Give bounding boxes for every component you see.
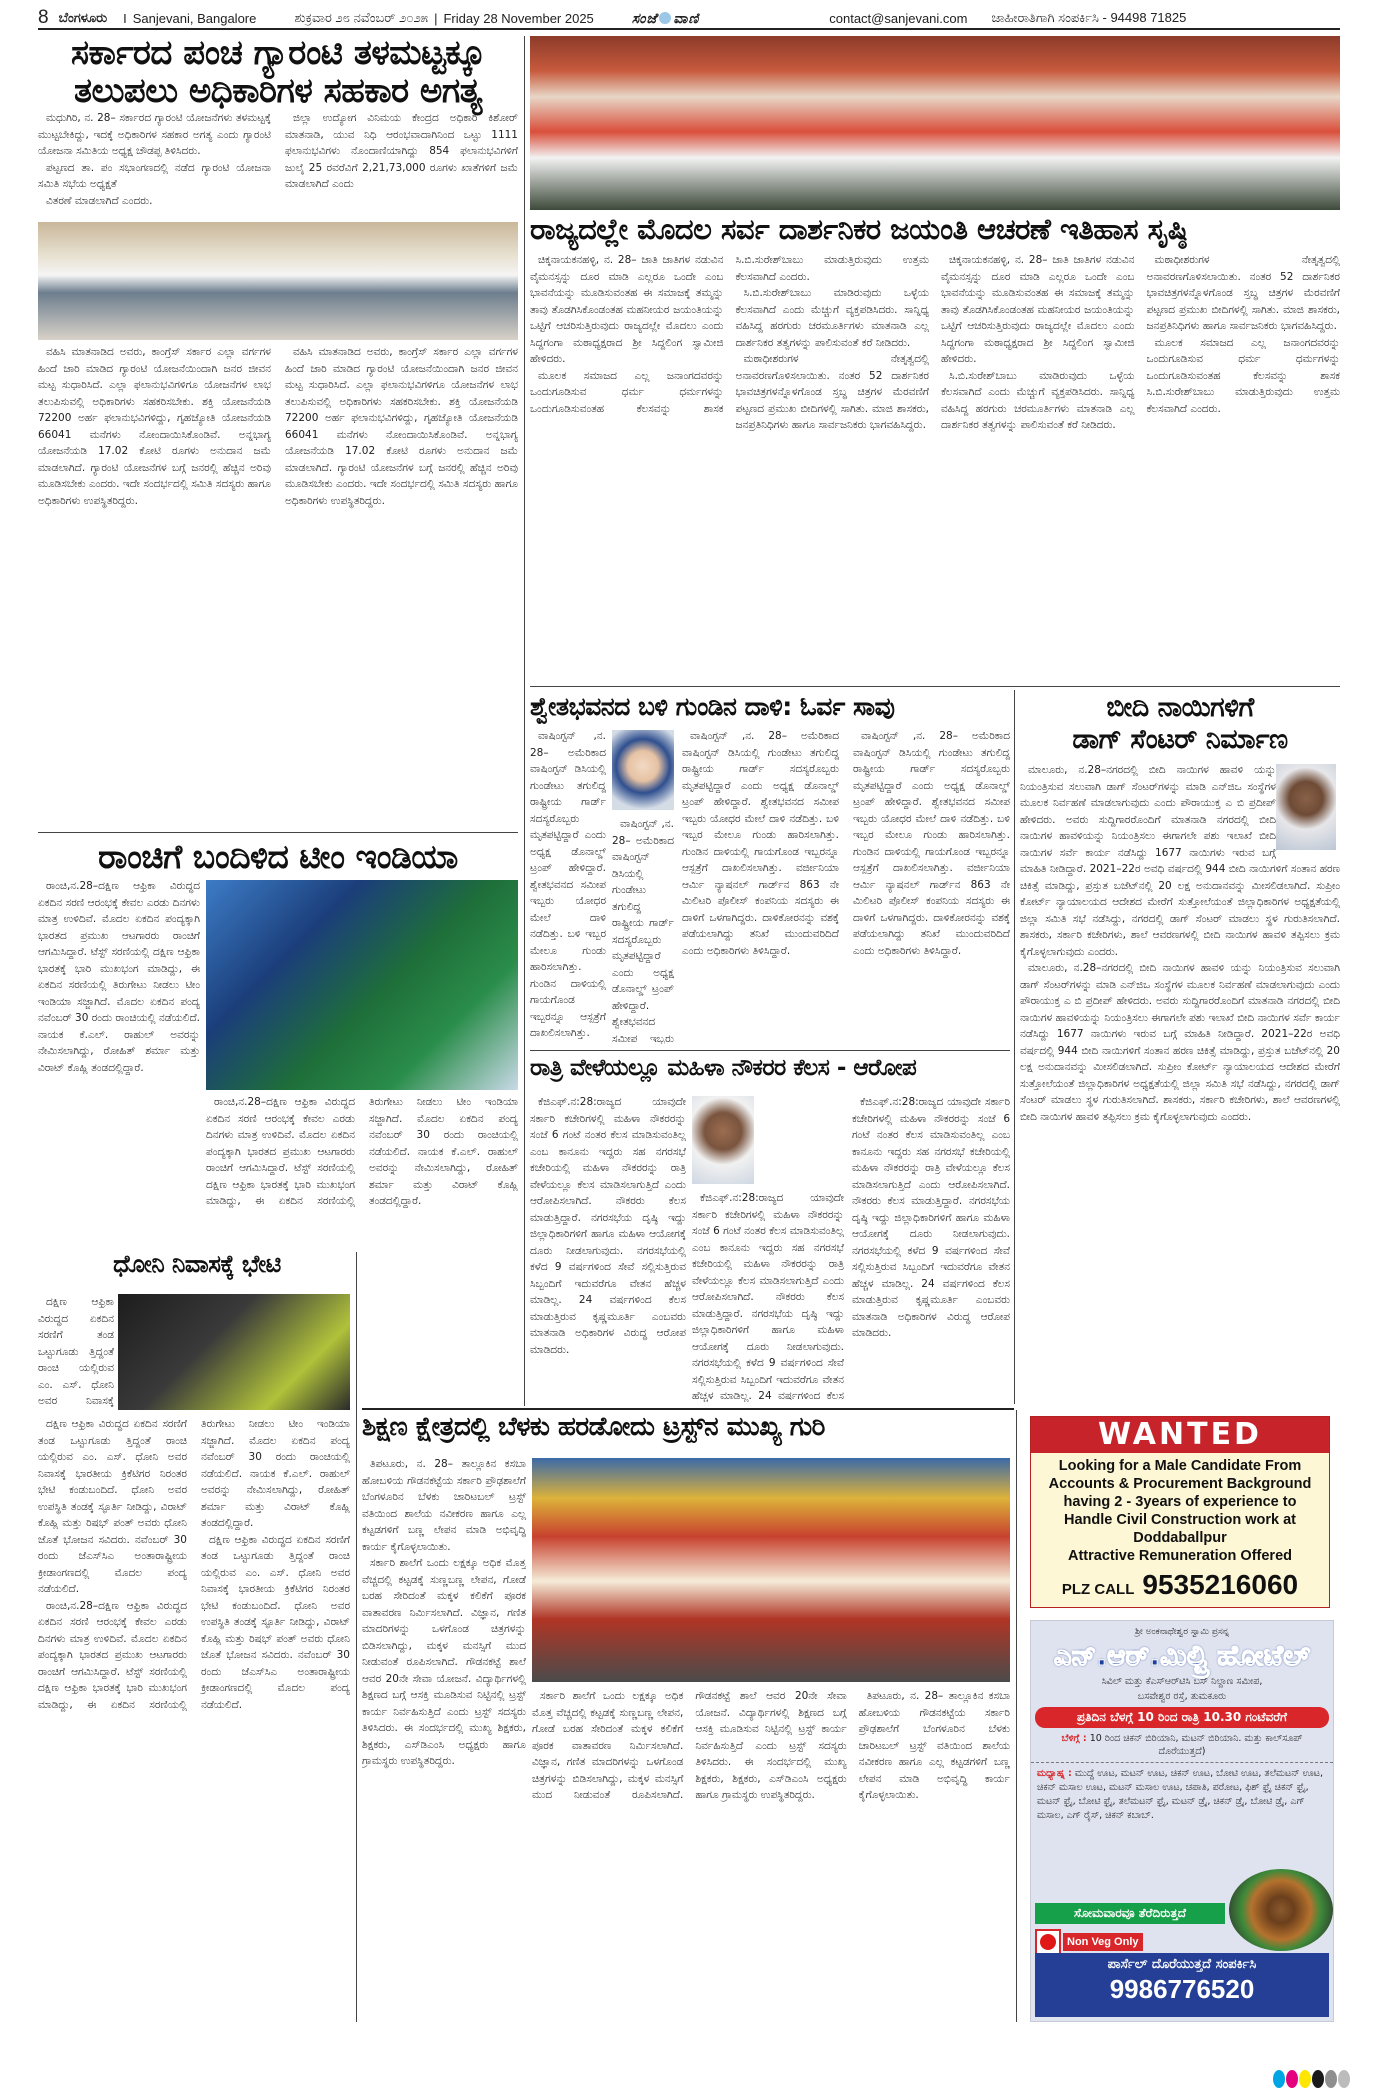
headline-women-staff: ರಾತ್ರಿ ವೇಳೆಯಲ್ಲೂ ಮಹಿಳಾ ನೌಕರರ ಕೆಲಸ - ಆರೋಪ	[530, 1055, 917, 1081]
wanted-ad-line: Attractive Remuneration Offered	[1068, 1548, 1292, 1564]
women-staff-body-col3	[852, 1094, 1010, 1402]
wanted-ad-line: Accounts & Procurement Background	[1048, 1476, 1312, 1492]
hotel-lunch-label: ಮಧ್ಯಾಹ್ನ :	[1037, 1768, 1072, 1779]
hotel-food-plate-photo	[1229, 1869, 1333, 1951]
paper-name: Sanjevani, Bangalore	[132, 10, 257, 26]
trust-body-p1: ಸರ್ಕಾರಿ ಶಾಲೆಗೆ ಒಂದು ಲಕ್ಷಕ್ಕೂ ಅಧಿಕ ಮೊತ್ತ ವೆಚ್ಚದಲ್ಲಿ ಕಟ್ಟಡಕ್ಕೆ ಸುಣ್ಣಬಣ್ಣ ಲೇಪನ, ಗೋಡೆ ಬರಹ ಸೇರಿದಂತೆ ಮಕ್ಕಳ ಕಲಿಕೆಗೆ ಪೂರಕ ವಾತಾವರಣ ನಿರ್ಮಿಸಲಾಗಿದೆ. ವಿಜ್ಞಾನ, ಗಣಿತ ಮಾದರಿಗಳನ್ನು ಒಳಗೊಂಡ ಚಿತ್ರಗಳನ್ನು ಬಿಡಿಸಲಾಗಿದ್ದು, ಮಕ್ಕಳ ಮನಸ್ಸಿಗೆ ಮುದ ನೀಡುವಂತೆ ರೂಪಿಸಲಾಗಿದೆ. ಗೌಡನಕಟ್ಟೆ ಶಾಲೆ ಆವರ 20ನೇ ಸೇವಾ ಯೋಜನೆ. ವಿದ್ಯಾರ್ಥಿಗಳಲ್ಲಿ ಶಿಕ್ಷಣದ ಬಗ್ಗೆ ಆಸಕ್ತಿ ಮೂಡಿಸುವ ನಿಟ್ಟಿನಲ್ಲಿ ಟ್ರಸ್ಟ್ ಕಾರ್ಯ ನಿರ್ವಹಿಸುತ್ತಿದೆ ಎಂದು ಟ್ರಸ್ಟ್ ಸದಸ್ಯರು ತಿಳಿಸಿದರು. ಈ ಸಂದರ್ಭದಲ್ಲಿ ಮುಖ್ಯ ಶಿಕ್ಷಕರು, ಶಿಕ್ಷಕರು, ಎಸ್‌ಡಿಎಂಸಿ ಅಧ್ಯಕ್ಷರು ಹಾಗೂ ಗ್ರಾಮಸ್ಥರು ಉಪಸ್ಥಿತರಿದ್ದರು.	[362, 1557, 526, 1767]
hotel-timing-banner: ಪ್ರತಿದಿನ ಬೆಳಗ್ಗೆ 10 ರಿಂದ ರಾತ್ರಿ 10.30 ಗಂಟೆವರೆಗೆ	[1035, 1707, 1329, 1728]
registration-dot	[1312, 2070, 1324, 2088]
hotel-morning-label: ಬೆಳಿಗ್ಗೆ :	[1061, 1733, 1087, 1744]
hotel-lunch-text: ಮುದ್ದೆ ಊಟ, ಮಟನ್ ಊಟ, ಚಿಕನ್ ಊಟ, ಬೋಟಿ ಊಟ, ತಲೆಮಟನ್ ಊಟ, ಚಿಕನ್ ಮಸಾಲ ಊಟ, ಮಟನ್ ಮಸಾಲ ಊಟ, ಚಪಾತಿ, ಪರೋಟ, ಫಿಶ್ ಫ್ರೈ ಚಿಕನ್ ಫ್ರೈ, ಮಟನ್ ಫ್ರೈ, ಬೋಟಿ ಫ್ರೈ, ತಲೆಮಟನ್ ಫ್ರೈ, ಮಟನ್ ಡ್ರೈ, ಚಿಕನ್ ಡ್ರೈ, ಬೋಟಿ ಡ್ರೈ, ಎಗ್ ಮಸಾಲ, ಎಗ್ ರೈಸ್, ಚಿಕನ್ ಕಬಾಬ್.	[1037, 1768, 1323, 1821]
whitehouse-p3: ವಾಷಿಂಗ್ಟನ್ ,ನ. 28– ಅಮೆರಿಕಾದ ವಾಷಿಂಗ್ಟನ್ ಡಿಸಿಯಲ್ಲಿ ಗುಂಡೇಟು ತಗುಲಿದ್ದ ರಾಷ್ಟ್ರೀಯ ಗಾರ್ಡ್ ಸದಸ್ಯರೊಬ್ಬರು ಮೃತಪಟ್ಟಿದ್ದಾರೆ ಎಂದು ಅಧ್ಯಕ್ಷ ಡೊನಾಲ್ಡ್ ಟ್ರಂಪ್ ಹೇಳಿದ್ದಾರೆ. ಶ್ವೇತಭವನದ ಸಮೀಪ ಇಬ್ಬರು ಯೋಧರ ಮೇಲೆ ದಾಳಿ ನಡೆದಿತ್ತು. ಬಳಿ ಇಬ್ಬರ ಮೇಲೂ ಗುಂಡು ಹಾರಿಸಲಾಗಿತ್ತು. ಗುಂಡಿನ ದಾಳಿಯಲ್ಲಿ ಗಾಯಗೊಂಡ ಇಬ್ಬರನ್ನೂ ಆಸ್ಪತ್ರೆಗೆ ದಾಖಲಿಸಲಾಗಿತ್ತು. ವರ್ಜೀನಿಯಾ ಆರ್ಮಿ ನ್ಯಾಷನಲ್ ಗಾರ್ಡ್‌ನ 863 ನೇ ಮಿಲಿಟರಿ ಪೊಲೀಸ್ ಕಂಪನಿಯ ಸದಸ್ಯರು ಈ ದಾಳಿಗೆ ಒಳಗಾಗಿದ್ದರು. ದಾಳಿಕೋರನನ್ನು ವಶಕ್ಕೆ ಪಡೆಯಲಾಗಿದ್ದು ತನಿಖೆ ಮುಂದುವರಿದಿದೆ ಎಂದು ಅಧಿಕಾರಿಗಳು ತಿಳಿಸಿದ್ದಾರೆ.	[682, 730, 839, 957]
hotel-address-line2: ಬಸವೇಶ್ವರ ರಸ್ತೆ, ತುಮಕೂರು	[1137, 1691, 1227, 1702]
dhoni-visit-photo	[118, 1294, 350, 1410]
logo-globe-icon	[659, 12, 671, 24]
trust-lead-p: ತಿಪಟೂರು, ನ. 28– ತಾಲ್ಲೂಕಿನ ಕಸಬಾ ಹೋಬಳಿಯ ಗೌಡನಕಟ್ಟೆಯ ಸರ್ಕಾರಿ ಪ್ರೌಢಶಾಲೆಗೆ ಬೆಂಗಳೂರಿನ ಬೆಳಕು ಚಾರಿಟಬಲ್ ಟ್ರಸ್ಟ್ ವತಿಯಿಂದ ಶಾಲೆಯ ನವೀಕರಣ ಹಾಗೂ ಎಲ್ಲ ಕಟ್ಟಡಗಳಿಗೆ ಬಣ್ಣ ಲೇಪನ ಮಾಡಿ ಅಭಿವೃದ್ಧಿ ಕಾರ್ಯ ಕೈಗೊಳ್ಳಲಾಯಿತು.	[362, 1458, 526, 1553]
non-veg-badge	[1035, 1929, 1143, 1955]
trust-lead-text	[362, 1456, 526, 2022]
wanted-ad-line: Doddaballpur	[1133, 1530, 1227, 1546]
non-veg-dot-icon	[1035, 1929, 1061, 1955]
article-guarantee	[38, 33, 518, 111]
whitehouse-trump-photo	[612, 730, 674, 810]
contact-email[interactable]: contact@sanjevani.com	[829, 10, 968, 26]
header-separator: I	[123, 10, 127, 26]
dhoni-p1: ದಕ್ಷಿಣ ಆಫ್ರಿಕಾ ವಿರುದ್ಧದ ಏಕದಿನ ಸರಣಿಗೆ ತಂಡ ಒಟ್ಟುಗೂಡು ತ್ತಿದ್ದಂತೆ ರಾಂಚಿ ಯಲ್ಲಿರುವ ಎಂ. ಎಸ್. ಧೋನಿ ಅವರ ನಿವಾಸಕ್ಕೆ	[38, 1296, 114, 1407]
hotel-blessing: ಶ್ರೀ ಅಂಕನಾಥೇಶ್ವರ ಸ್ವಾಮಿ ಪ್ರಸನ್ನ	[1134, 1627, 1230, 1637]
guarantee-col2-p2: ಜಿಲ್ಲಾ ಉದ್ಯೋಗ ವಿನಿಮಯ ಕೇಂದ್ರದ ಅಧಿಕಾರಿ ಕಿಶೋರ್ ಮಾತನಾಡಿ, ಯುವ ನಿಧಿ ಆರಂಭವಾದಾಗಿನಿಂದ ಒಟ್ಟು 1111 ಫಲಾನುಭವಿಗಳು ನೊಂದಾಣಿಯಾಗಿದ್ದು 854 ಫಲಾನುಭವಿಗಳಿಗೆ ಜುಲೈ 25 ರವರೆವಿಗೆ 2,21,73,000 ರೂಗಳು ಖಾತೆಗಳಿಗೆ ಜಮೆ ಮಾಡಲಾಗಿದೆ ಎಂದು	[285, 112, 518, 190]
article-dogcenter	[1020, 694, 1340, 755]
headline-jayanti: ರಾಜ್ಯದಲ್ಲೇ ಮೊದಲ ಸರ್ವ ದಾರ್ಶನಿಕರ ಜಯಂತಿ ಆಚರಣೆ ಇತಿಹಾಸ ಸೃಷ್ಠಿ	[530, 212, 1187, 246]
dhoni-body-text	[38, 1416, 350, 2016]
teamindia-p2: ರಾಂಚಿ,ನ.28–ದಕ್ಷಿಣ ಆಫ್ರಿಕಾ ವಿರುದ್ಧದ ಏಕದಿನ ಸರಣಿ ಆರಂಭಕ್ಕೆ ಕೇವಲ ಎರಡು ದಿನಗಳು ಮಾತ್ರ ಉಳಿದಿವೆ. ಮೊದಲ ಏಕದಿನ ಪಂದ್ಯಕ್ಕಾಗಿ ಭಾರತದ ಪ್ರಮುಖ ಆಟಗಾರರು ರಾಂಚಿಗೆ ಆಗಮಿಸಿದ್ದಾರೆ. ಟೆಸ್ಟ್ ಸರಣಿಯಲ್ಲಿ ದಕ್ಷಿಣ ಆಫ್ರಿಕಾ ಭಾರತಕ್ಕೆ ಭಾರಿ ಮುಖಭಂಗ ಮಾಡಿದ್ದು, ಈ ಏಕದಿನ ಸರಣಿಯಲ್ಲಿ ತಿರುಗೇಟು ನೀಡಲು ಟೀಂ ಇಂಡಿಯಾ ಸಜ್ಜಾಗಿದೆ. ಮೊದಲ ಏಕದಿನ ಪಂದ್ಯ ನವೆಂಬರ್ 30 ರಂದು ರಾಂಚಿಯಲ್ಲಿ ನಡೆಯಲಿದೆ. ನಾಯಕ ಕೆ.ಎಲ್. ರಾಹುಲ್ ಅವರನ್ನು ನೇಮಿಸಲಾಗಿದ್ದು, ರೋಹಿತ್ ಶರ್ಮಾ ಮತ್ತು ವಿರಾಟ್ ಕೊಹ್ಲಿ ತಂಡದಲ್ಲಿದ್ದಾರೆ.	[206, 1096, 518, 1207]
wanted-ad-line: Handle Civil Construction work at	[1063, 1512, 1297, 1528]
column-divider	[1014, 690, 1015, 1404]
whitehouse-p4: ವಾಷಿಂಗ್ಟನ್ ,ನ. 28– ಅಮೆರಿಕಾದ ವಾಷಿಂಗ್ಟನ್ ಡಿಸಿಯಲ್ಲಿ ಗುಂಡೇಟು ತಗುಲಿದ್ದ ರಾಷ್ಟ್ರೀಯ ಗಾರ್ಡ್ ಸದಸ್ಯರೊಬ್ಬರು ಮೃತಪಟ್ಟಿದ್ದಾರೆ ಎಂದು ಅಧ್ಯಕ್ಷ ಡೊನಾಲ್ಡ್ ಟ್ರಂಪ್ ಹೇಳಿದ್ದಾರೆ. ಶ್ವೇತಭವನದ ಸಮೀಪ ಇಬ್ಬರು ಯೋಧರ ಮೇಲೆ ದಾಳಿ ನಡೆದಿತ್ತು. ಬಳಿ ಇಬ್ಬರ ಮೇಲೂ ಗುಂಡು ಹಾರಿಸಲಾಗಿತ್ತು. ಗುಂಡಿನ ದಾಳಿಯಲ್ಲಿ ಗಾಯಗೊಂಡ ಇಬ್ಬರನ್ನೂ ಆಸ್ಪತ್ರೆಗೆ ದಾಖಲಿಸಲಾಗಿತ್ತು. ವರ್ಜೀನಿಯಾ ಆರ್ಮಿ ನ್ಯಾಷನಲ್ ಗಾರ್ಡ್‌ನ 863 ನೇ ಮಿಲಿಟರಿ ಪೊಲೀಸ್ ಕಂಪನಿಯ ಸದಸ್ಯರು ಈ ದಾಳಿಗೆ ಒಳಗಾಗಿದ್ದರು. ದಾಳಿಕೋರನನ್ನು ವಶಕ್ಕೆ ಪಡೆಯಲಾಗಿದ್ದು ತನಿಖೆ ಮುಂದುವರಿದಿದೆ ಎಂದು ಅಧಿಕಾರಿಗಳು ತಿಳಿಸಿದ್ದಾರೆ.	[853, 730, 1010, 957]
registration-dot	[1299, 2070, 1311, 2088]
date-kannada: ಶುಕ್ರವಾರ ೨೮ ನವೆಂಬರ್ ೨೦೨೫	[294, 10, 429, 25]
hotel-open-monday-badge: ಸೋಮವಾರವೂ ತೆರೆದಿರುತ್ತದೆ	[1035, 1903, 1225, 1924]
guarantee-col2-p1: ವಿತರಣೆ ಮಾಡಲಾಗಿದೆ ಎಂದರು.	[46, 194, 153, 207]
women-staff-p1: ಕೆಜಿಎಫ್.ನ:28:ರಾಜ್ಯದ ಯಾವುದೇ ಸರ್ಕಾರಿ ಕಚೇರಿಗಳಲ್ಲಿ ಮಹಿಳಾ ನೌಕರರನ್ನು ಸಂಜೆ 6 ಗಂಟೆ ನಂತರ ಕೆಲಸ ಮಾಡಿಸುವಂತಿಲ್ಲ ಎಂಬ ಕಾನೂನು ಇದ್ದರು ಸಹ ನಗರಸಭೆ ಕಚೇರಿಯಲ್ಲಿ ಮಹಿಳಾ ನೌಕರರನ್ನು ರಾತ್ರಿ ವೇಳೆಯಲ್ಲೂ ಕೆಲಸ ಮಾಡಿಸಲಾಗುತ್ತಿದೆ ಎಂದು ಆರೋಪಿಸಲಾಗಿದೆ. ನೌಕರರು ಕೆಲಸ ಮಾಡುತ್ತಿದ್ದಾರೆ. ನಗರಸಭೆಯ ದೃಷ್ಠಿ ಇದ್ದು ಜಿಲ್ಲಾಧಿಕಾರಿಗಳಿಗೆ ಹಾಗೂ ಮಹಿಳಾ ಆಯೋಗಕ್ಕೆ ದೂರು ನೀಡಲಾಗುವುದು. ನಗರಸಭೆಯಲ್ಲಿ ಕಳೆದ 9 ವರ್ಷಗಳಿಂದ ಸೇವೆ ಸಲ್ಲಿಸುತ್ತಿರುವ ಸಿಬ್ಬಂದಿಗೆ ಇದುವರೆಗೂ ವೇತನ ಹೆಚ್ಚಳ ಮಾಡಿಲ್ಲ. 24 ವರ್ಷಗಳಿಂದ ಕೆಲಸ ಮಾಡುತ್ತಿರುವ ಕೃಷ್ಣಮೂರ್ತಿ ಎಂಬವರು ಮಾತನಾಡಿ ಅಧಿಕಾರಿಗಳ ವಿರುದ್ಧ ಆರೋಪ ಮಾಡಿದರು.	[530, 1096, 686, 1356]
guarantee-lead-p1: ಮಧುಗಿರಿ, ನ. 28– ಸರ್ಕಾರದ ಗ್ಯಾರಂಟಿ ಯೋಜನೆಗಳು ತಳಮಟ್ಟಕ್ಕೆ ಮುಟ್ಟಬೇಕಿದ್ದು, ಇದಕ್ಕೆ ಅಧಿಕಾರಿಗಳ ಸಹಕಾರ ಅಗತ್ಯ ಎಂದು ಗ್ಯಾರಂಟಿ ಯೋಜನಾ ಸಮಿತಿಯ ಅಧ್ಯಕ್ಷ ಚೌಡಪ್ಪ ತಿಳಿಸಿದರು.	[38, 112, 271, 157]
page-header	[38, 8, 1340, 30]
jayanti-p6: ಸಿ.ಬಿ.ಸುರೇಶ್‌ಬಾಬು ಮಾಡಿರುವುದು ಒಳ್ಳೆಯ ಕೆಲಸವಾಗಿದೆ ಎಂದು ಮೆಚ್ಚುಗೆ ವ್ಯಕ್ತಪಡಿಸಿದರು. ಸಾನ್ನಿಧ್ಯ ವಹಿಸಿದ್ದ ಹರಗುರು ಚರಮೂರ್ತಿಗಳು ಮಾತನಾಡಿ ಎಲ್ಲ ದಾರ್ಶನಿಕರ ತತ್ವಗಳನ್ನು ಪಾಲಿಸುವಂತೆ ಕರೆ ನೀಡಿದರು.	[941, 369, 1135, 431]
divider	[362, 1408, 1014, 1410]
headline-teamindia: ರಾಂಚಿಗೆ ಬಂದಿಳಿದ ಟೀಂ ಇಂಡಿಯಾ	[98, 837, 458, 876]
date-english: Friday 28 November 2025	[443, 10, 594, 26]
logo-right-text: ವಾಣಿ	[673, 9, 700, 26]
teamindia-p1: ರಾಂಚಿ,ನ.28–ದಕ್ಷಿಣ ಆಫ್ರಿಕಾ ವಿರುದ್ಧದ ಏಕದಿನ ಸರಣಿ ಆರಂಭಕ್ಕೆ ಕೇವಲ ಎರಡು ದಿನಗಳು ಮಾತ್ರ ಉಳಿದಿವೆ. ಮೊದಲ ಏಕದಿನ ಪಂದ್ಯಕ್ಕಾಗಿ ಭಾರತದ ಪ್ರಮುಖ ಆಟಗಾರರು ರಾಂಚಿಗೆ ಆಗಮಿಸಿದ್ದಾರೆ. ಟೆಸ್ಟ್ ಸರಣಿಯಲ್ಲಿ ದಕ್ಷಿಣ ಆಫ್ರಿಕಾ ಭಾರತಕ್ಕೆ ಭಾರಿ ಮುಖಭಂಗ ಮಾಡಿದ್ದು, ಈ ಏಕದಿನ ಸರಣಿಯಲ್ಲಿ ತಿರುಗೇಟು ನೀಡಲು ಟೀಂ ಇಂಡಿಯಾ ಸಜ್ಜಾಗಿದೆ. ಮೊದಲ ಏಕದಿನ ಪಂದ್ಯ ನವೆಂಬರ್ 30 ರಂದು ರಾಂಚಿಯಲ್ಲಿ ನಡೆಯಲಿದೆ. ನಾಯಕ ಕೆ.ಎಲ್. ರಾಹುಲ್ ಅವರನ್ನು ನೇಮಿಸಲಾಗಿದ್ದು, ರೋಹಿತ್ ಶರ್ಮಾ ಮತ್ತು ವಿರಾಟ್ ಕೊಹ್ಲಿ ತಂಡದಲ್ಲಿದ್ದಾರೆ.	[38, 880, 200, 1074]
trust-body-text	[532, 1688, 1010, 2022]
whitehouse-p1: ವಾಷಿಂಗ್ಟನ್ ,ನ. 28– ಅಮೆರಿಕಾದ ವಾಷಿಂಗ್ಟನ್ ಡಿಸಿಯಲ್ಲಿ ಗುಂಡೇಟು ತಗುಲಿದ್ದ ರಾಷ್ಟ್ರೀಯ ಗಾರ್ಡ್ ಸದಸ್ಯರೊಬ್ಬರು ಮೃತಪಟ್ಟಿದ್ದಾರೆ ಎಂದು ಅಧ್ಯಕ್ಷ ಡೊನಾಲ್ಡ್ ಟ್ರಂಪ್ ಹೇಳಿದ್ದಾರೆ. ಶ್ವೇತಭವನದ ಸಮೀಪ ಇಬ್ಬರು ಯೋಧರ ಮೇಲೆ ದಾಳಿ ನಡೆದಿತ್ತು. ಬಳಿ ಇಬ್ಬರ ಮೇಲೂ ಗುಂಡು ಹಾರಿಸಲಾಗಿತ್ತು. ಗುಂಡಿನ ದಾಳಿಯಲ್ಲಿ ಗಾಯಗೊಂಡ ಇಬ್ಬರನ್ನೂ ಆಸ್ಪತ್ರೆಗೆ ದಾಖಲಿಸಲಾಗಿತ್ತು.	[530, 730, 606, 1039]
color-registration-marks	[1273, 2070, 1350, 2088]
jayanti-p7: ಮಠಾಧೀಶರುಗಳ ನೇತೃತ್ವದಲ್ಲಿ ಅನಾವರಣಗೊಳಿಸಲಾಯಿತು. ನಂತರ 52 ದಾರ್ಶನಿಕರ ಭಾವಚಿತ್ರಗಳನ್ನೊಳಗೊಂಡ ಸ್ತಬ್ಧ ಚಿತ್ರಗಳ ಮೆರವಣಿಗೆ ಪಟ್ಟಣದ ಪ್ರಮುಖ ಬೀದಿಗಳಲ್ಲಿ ಸಾಗಿತು. ಮಾಜಿ ಶಾಸಕರು, ಜನಪ್ರತಿನಿಧಿಗಳು ಹಾಗೂ ಸಾರ್ವಜನಿಕರು ಭಾಗವಹಿಸಿದ್ದರು.	[1146, 254, 1340, 332]
teamindia-body-text-narrow	[38, 878, 200, 1248]
women-staff-p2: ಕೆಜಿಎಫ್.ನ:28:ರಾಜ್ಯದ ಯಾವುದೇ ಸರ್ಕಾರಿ ಕಚೇರಿಗಳಲ್ಲಿ ಮಹಿಳಾ ನೌಕರರನ್ನು ಸಂಜೆ 6 ಗಂಟೆ ನಂತರ ಕೆಲಸ ಮಾಡಿಸುವಂತಿಲ್ಲ ಎಂಬ ಕಾನೂನು ಇದ್ದರು ಸಹ ನಗರಸಭೆ ಕಚೇರಿಯಲ್ಲಿ ಮಹಿಳಾ ನೌಕರರನ್ನು ರಾತ್ರಿ ವೇಳೆಯಲ್ಲೂ ಕೆಲಸ ಮಾಡಿಸಲಾಗುತ್ತಿದೆ ಎಂದು ಆರೋಪಿಸಲಾಗಿದೆ. ನೌಕರರು ಕೆಲಸ ಮಾಡುತ್ತಿದ್ದಾರೆ. ನಗರಸಭೆಯ ದೃಷ್ಠಿ ಇದ್ದು ಜಿಲ್ಲಾಧಿಕಾರಿಗಳಿಗೆ ಹಾಗೂ ಮಹಿಳಾ ಆಯೋಗಕ್ಕೆ ದೂರು ನೀಡಲಾಗುವುದು. ನಗರಸಭೆಯಲ್ಲಿ ಕಳೆದ 9 ವರ್ಷಗಳಿಂದ ಸೇವೆ ಸಲ್ಲಿಸುತ್ತಿರುವ ಸಿಬ್ಬಂದಿಗೆ ಇದುವರೆಗೂ ವೇತನ ಹೆಚ್ಚಳ ಮಾಡಿಲ್ಲ. 24 ವರ್ಷಗಳಿಂದ ಕೆಲಸ	[692, 1192, 844, 1402]
divider	[38, 832, 518, 833]
whitehouse-p2: ವಾಷಿಂಗ್ಟನ್ ,ನ. 28– ಅಮೆರಿಕಾದ ವಾಷಿಂಗ್ಟನ್ ಡಿಸಿಯಲ್ಲಿ ಗುಂಡೇಟು ತಗುಲಿದ್ದ ರಾಷ್ಟ್ರೀಯ ಗಾರ್ಡ್ ಸದಸ್ಯರೊಬ್ಬರು ಮೃತಪಟ್ಟಿದ್ದಾರೆ ಎಂದು ಅಧ್ಯಕ್ಷ ಡೊನಾಲ್ಡ್ ಟ್ರಂಪ್ ಹೇಳಿದ್ದಾರೆ. ಶ್ವೇತಭವನದ ಸಮೀಪ ಇಬ್ಬರು	[612, 818, 674, 1044]
guarantee-meeting-photo	[38, 222, 518, 340]
trust-body-p2: ಸರ್ಕಾರಿ ಶಾಲೆಗೆ ಒಂದು ಲಕ್ಷಕ್ಕೂ ಅಧಿಕ ಮೊತ್ತ ವೆಚ್ಚದಲ್ಲಿ ಕಟ್ಟಡಕ್ಕೆ ಸುಣ್ಣಬಣ್ಣ ಲೇಪನ, ಗೋಡೆ ಬರಹ ಸೇರಿದಂತೆ ಮಕ್ಕಳ ಕಲಿಕೆಗೆ ಪೂರಕ ವಾತಾವರಣ ನಿರ್ಮಿಸಲಾಗಿದೆ. ವಿಜ್ಞಾನ, ಗಣಿತ ಮಾದರಿಗಳನ್ನು ಒಳಗೊಂಡ ಚಿತ್ರಗಳನ್ನು ಬಿಡಿಸಲಾಗಿದ್ದು, ಮಕ್ಕಳ ಮನಸ್ಸಿಗೆ ಮುದ ನೀಡುವಂತೆ ರೂಪಿಸಲಾಗಿದೆ. ಗೌಡನಕಟ್ಟೆ ಶಾಲೆ ಆವರ 20ನೇ ಸೇವಾ ಯೋಜನೆ. ವಿದ್ಯಾರ್ಥಿಗಳಲ್ಲಿ ಶಿಕ್ಷಣದ ಬಗ್ಗೆ ಆಸಕ್ತಿ ಮೂಡಿಸುವ ನಿಟ್ಟಿನಲ್ಲಿ ಟ್ರಸ್ಟ್ ಕಾರ್ಯ ನಿರ್ವಹಿಸುತ್ತಿದೆ ಎಂದು ಟ್ರಸ್ಟ್ ಸದಸ್ಯರು ತಿಳಿಸಿದರು. ಈ ಸಂದರ್ಭದಲ್ಲಿ ಮುಖ್ಯ ಶಿಕ್ಷಕರು, ಶಿಕ್ಷಕರು, ಎಸ್‌ಡಿಎಂಸಿ ಅಧ್ಯಕ್ಷರು ಹಾಗೂ ಗ್ರಾಮಸ್ಥರು ಉಪಸ್ಥಿತರಿದ್ದರು.	[532, 1690, 847, 1801]
hotel-morning-menu	[1031, 1728, 1333, 1763]
wanted-ad-call	[1031, 1569, 1329, 1601]
jayanti-body-text	[530, 252, 1340, 680]
women-staff-body-col1	[530, 1094, 686, 1402]
guarantee-body-p: ವಹಿಸಿ ಮಾತನಾಡಿದ ಅವರು, ಕಾಂಗ್ರೆಸ್ ಸರ್ಕಾರ ಎಲ್ಲಾ ವರ್ಗಗಳ ಹಿಂದೆ ಜಾರಿ ಮಾಡಿದ ಗ್ಯಾರಂಟಿ ಯೋಜನೆಯಿಂದಾಗಿ ಜನರ ಜೀವನ ಮಟ್ಟ ಸುಧಾರಿಸಿದೆ. ಎಲ್ಲಾ ಫಲಾನುಭವಿಗಳಿಗೂ ಯೋಜನೆಗಳ ಲಾಭ ತಲುಪಿಸುವಲ್ಲಿ ಅಧಿಕಾರಿಗಳು ಸಹಕರಿಸಬೇಕು. ಶಕ್ತಿ ಯೋಜನೆಯಡಿ 72200 ಅರ್ಹ ಫಲಾನುಭವಿಗಳಿದ್ದು, ಗೃಹಜ್ಯೋತಿ ಯೋಜನೆಯಡಿ 66041 ಮನೆಗಳು ನೋಂದಾಯಿಸಿಕೊಂಡಿವೆ. ಅನ್ನಭಾಗ್ಯ ಯೋಜನೆಯಡಿ 17.02 ಕೋಟಿ ರೂಗಳು ಅನುದಾನ ಜಮೆ ಮಾಡಲಾಗಿದೆ. ಗ್ಯಾರಂಟಿ ಯೋಜನೆಗಳ ಬಗ್ಗೆ ಜನರಲ್ಲಿ ಹೆಚ್ಚಿನ ಅರಿವು ಮೂಡಿಸಬೇಕು ಎಂದರು. ಇದೇ ಸಂದರ್ಭದಲ್ಲಿ ಸಮಿತಿ ಸದಸ್ಯರು ಹಾಗೂ ಅಧಿಕಾರಿಗಳು ಉಪಸ್ಥಿತರಿದ್ದರು.	[38, 346, 271, 507]
women-staff-official-photo	[692, 1096, 754, 1184]
headline-guarantee-line2: ತಲುಪಲು ಅಧಿಕಾರಿಗಳ ಸಹಕಾರ ಅಗತ್ಯ	[74, 70, 482, 111]
whitehouse-body-col1	[530, 728, 606, 1044]
dogcenter-p2: ಮಾಲೂರು, ನ.28–ನಗರದಲ್ಲಿ ಬೀದಿ ನಾಯಿಗಳ ಹಾವಳಿ ಯನ್ನು ನಿಯಂತ್ರಿಸುವ ಸಲುವಾಗಿ ಡಾಗ್ ಸೆಂಟರ್‌ಗಳನ್ನು ಮಾಡಿ ಎನ್‌ಜಿಒ ಸಂಸ್ಥೆಗಳ ಮೂಲಕ ನಿರ್ವಹಣೆ ಮಾಡಲಾಗುವುದು ಎಂದು ಪೌರಾಯುಕ್ತ ಎ ಬಿ ಪ್ರದೀಪ್ ಹೇಳಿದರು. ಅವರು ಸುದ್ದಿಗಾರರೊಂದಿಗೆ ಮಾತನಾಡಿ ನಗರದಲ್ಲಿ ಬೀದಿ ನಾಯಿಗಳ ಹಾವಳಿಯನ್ನು ನಿಯಂತ್ರಿಸಲು ಈಗಾಗಲೇ ಪಶು ಇಲಾಖೆ ಬೀದಿ ನಾಯಿಗಳ ಸರ್ವೆ ಕಾರ್ಯ ನಡೆಸಿದ್ದು 1677 ನಾಯಿಗಳು ಇರುವ ಬಗ್ಗೆ ಮಾಹಿತಿ ನೀಡಿದ್ದಾರೆ. 2021–22ರ ಅವಧಿ ವರ್ಷದಲ್ಲಿ 944 ಬೀದಿ ನಾಯಿಗಳಿಗೆ ಸಂತಾನ ಹರಣ ಚಿಕಿತ್ಸೆ ಮಾಡಿದ್ದು, ಪ್ರಸ್ತುತ ಬಜೆಟ್‌ನಲ್ಲಿ 20 ಲಕ್ಷ ಅನುದಾನವನ್ನು ಮೀಸಲಿಡಲಾಗಿದೆ. ಸುಪ್ರೀಂ ಕೋರ್ಟ್ ನ್ಯಾಯಾಲಯದ ಆದೇಶದ ಮೇರೆಗೆ ಸುತ್ತೋಲೆಯಂತೆ ಜಿಲ್ಲಾಧಿಕಾರಿಗಳ ಅಧ್ಯಕ್ಷತೆಯಲ್ಲಿ ಜಿಲ್ಲಾ ಸಮಿತಿ ಸಭೆ ನಡೆಸಿದ್ದು, ನಗರದಲ್ಲಿ ಡಾಗ್ ಸೆಂಟರ್ ಮಾಡಲು ಸ್ಥಳ ಗುರುತಿಸಲಾಗಿದೆ. ಶಾಸಕರು, ಸರ್ಕಾರಿ ಕಚೇರಿಗಳು, ಶಾಲೆ ಆವರಣಗಳಲ್ಲಿ ಬೀದಿ ನಾಯಿಗಳ ಹಾವಳಿ ತಪ್ಪಿಸಲು ಕ್ರಮ ಕೈಗೊಳ್ಳಲಾಗುವುದು ಎಂದರು.	[1020, 962, 1340, 1123]
headline-dogcenter-line2: ಡಾಗ್ ಸೆಂಟರ್ ನಿರ್ಮಾಣ	[1072, 724, 1288, 756]
hotel-address-line1: ಸಿವಿಲ್ ಮತ್ತು ಕೆಎಸ್ಆರ್‌ಟಿಸಿ ಬಸ್ ನಿಲ್ದಾಣ ಸಮೀಪ,	[1101, 1676, 1263, 1687]
non-veg-label: Non Veg Only	[1063, 1933, 1143, 1951]
jayanti-p5: ಚಿಕ್ಕನಾಯಕನಹಳ್ಳಿ, ನ. 28– ಜಾತಿ ಜಾತಿಗಳ ನಡುವಿನ ವೈಮನಸ್ಸನ್ನು ದೂರ ಮಾಡಿ ಎಲ್ಲರೂ ಒಂದೇ ಎಂಬ ಭಾವನೆಯನ್ನು ಮೂಡಿಸುವಂತಹ ಈ ಸಮಾಜಕ್ಕೆ ತಮ್ಮನ್ನು ತಾವು ತೊಡಗಿಸಿಕೊಂಡಂತಹ ಮಹನೀಯರ ಜಯಂತಿಯನ್ನು ಒಟ್ಟಿಗೆ ಆಚರಿಸುತ್ತಿರುವುದು ರಾಜ್ಯದಲ್ಲೇ ಮೊದಲು ಎಂದು ಸಿದ್ದಗಂಗಾ ಮಠಾಧ್ಯಕ್ಷರಾದ ಶ್ರೀ ಸಿದ್ದಲಿಂಗ ಸ್ವಾಮೀಜಿ ಹೇಳಿದರು.	[941, 254, 1135, 365]
jayanti-p2: ಮೂಲಕ ಸಮಾಜದ ಎಲ್ಲ ಜನಾಂಗದವರನ್ನು ಒಂದುಗೂಡಿಸುವ ಧರ್ಮ ಧರ್ಮಗಳನ್ನು ಒಂದುಗೂಡಿಸುವಂತಹ ಕೆಲಸವನ್ನು ಶಾಸಕ ಸಿ.ಬಿ.ಸುರೇಶ್‌ಬಾಬು ಮಾಡುತ್ತಿರುವುದು ಉತ್ತಮ ಕೆಲಸವಾಗಿದೆ ಎಂದರು.	[530, 254, 929, 415]
teamindia-players-photo	[206, 880, 518, 1090]
dogcenter-p1: ಮಾಲೂರು, ನ.28–ನಗರದಲ್ಲಿ ಬೀದಿ ನಾಯಿಗಳ ಹಾವಳಿ ಯನ್ನು ನಿಯಂತ್ರಿಸುವ ಸಲುವಾಗಿ ಡಾಗ್ ಸೆಂಟರ್‌ಗಳನ್ನು ಮಾಡಿ ಎನ್‌ಜಿಒ ಸಂಸ್ಥೆಗಳ ಮೂಲಕ ನಿರ್ವಹಣೆ ಮಾಡಲಾಗುವುದು ಎಂದು ಪೌರಾಯುಕ್ತ ಎ ಬಿ ಪ್ರದೀಪ್ ಹೇಳಿದರು. ಅವರು ಸುದ್ದಿಗಾರರೊಂದಿಗೆ ಮಾತನಾಡಿ ನಗರದಲ್ಲಿ ಬೀದಿ ನಾಯಿಗಳ ಹಾವಳಿಯನ್ನು ನಿಯಂತ್ರಿಸಲು ಈಗಾಗಲೇ ಪಶು ಇಲಾಖೆ ಬೀದಿ ನಾಯಿಗಳ ಸರ್ವೆ ಕಾರ್ಯ ನಡೆಸಿದ್ದು 1677 ನಾಯಿಗಳು ಇರುವ ಬಗ್ಗೆ ಮಾಹಿತಿ ನೀಡಿದ್ದಾರೆ. 2021–22ರ ಅವಧಿ ವರ್ಷದಲ್ಲಿ 944 ಬೀದಿ ನಾಯಿಗಳಿಗೆ ಸಂತಾನ ಹರಣ ಚಿಕಿತ್ಸೆ ಮಾಡಿದ್ದು, ಪ್ರಸ್ತುತ ಬಜೆಟ್‌ನಲ್ಲಿ 20 ಲಕ್ಷ ಅನುದಾನವನ್ನು ಮೀಸಲಿಡಲಾಗಿದೆ. ಸುಪ್ರೀಂ ಕೋರ್ಟ್ ನ್ಯಾಯಾಲಯದ ಆದೇಶದ ಮೇರೆಗೆ ಸುತ್ತೋಲೆಯಂತೆ ಜಿಲ್ಲಾಧಿಕಾರಿಗಳ ಅಧ್ಯಕ್ಷತೆಯಲ್ಲಿ ಜಿಲ್ಲಾ ಸಮಿತಿ ಸಭೆ ನಡೆಸಿದ್ದು, ನಗರದಲ್ಲಿ ಡಾಗ್ ಸೆಂಟರ್ ಮಾಡಲು ಸ್ಥಳ ಗುರುತಿಸಲಾಗಿದೆ. ಶಾಸಕರು, ಸರ್ಕಾರಿ ಕಚೇರಿಗಳು, ಶಾಲೆ ಆವರಣಗಳಲ್ಲಿ ಬೀದಿ ನಾಯಿಗಳ ಹಾವಳಿ ತಪ್ಪಿಸಲು ಕ್ರಮ ಕೈಗೊಳ್ಳಲಾಗುವುದು ಎಂದರು.	[1020, 764, 1340, 958]
hotel-phone-number[interactable]: 9986776520	[1109, 1974, 1255, 2004]
dogcenter-photo-space	[1276, 762, 1340, 854]
wanted-call-label: PLZ CALL	[1061, 1581, 1135, 1598]
whitehouse-body-text	[682, 728, 1010, 1044]
jayanti-p4: ಮಠಾಧೀಶರುಗಳ ನೇತೃತ್ವದಲ್ಲಿ ಅನಾವರಣಗೊಳಿಸಲಾಯಿತು. ನಂತರ 52 ದಾರ್ಶನಿಕರ ಭಾವಚಿತ್ರಗಳನ್ನೊಳಗೊಂಡ ಸ್ತಬ್ಧ ಚಿತ್ರಗಳ ಮೆರವಣಿಗೆ ಪಟ್ಟಣದ ಪ್ರಮುಖ ಬೀದಿಗಳಲ್ಲಿ ಸಾಗಿತು. ಮಾಜಿ ಶಾಸಕರು, ಜನಪ್ರತಿನಿಧಿಗಳು ಹಾಗೂ ಸಾರ್ವಜನಿಕರು ಭಾಗವಹಿಸಿದ್ದರು.	[735, 353, 929, 431]
headline-dogcenter-line1: ಬೀದಿ ನಾಯಿಗಳಿಗೆ	[1106, 692, 1254, 723]
divider	[530, 1050, 1010, 1051]
hotel-ad	[1030, 1620, 1334, 2022]
jayanti-p3: ಸಿ.ಬಿ.ಸುರೇಶ್‌ಬಾಬು ಮಾಡಿರುವುದು ಒಳ್ಳೆಯ ಕೆಲಸವಾಗಿದೆ ಎಂದು ಮೆಚ್ಚುಗೆ ವ್ಯಕ್ತಪಡಿಸಿದರು. ಸಾನ್ನಿಧ್ಯ ವಹಿಸಿದ್ದ ಹರಗುರು ಚರಮೂರ್ತಿಗಳು ಮಾತನಾಡಿ ಎಲ್ಲ ದಾರ್ಶನಿಕರ ತತ್ವಗಳನ್ನು ಪಾಲಿಸುವಂತೆ ಕರೆ ನೀಡಿದರು.	[735, 287, 929, 349]
wanted-ad-line: having 2 - 3years of experience to	[1063, 1494, 1297, 1510]
guarantee-body-text	[38, 344, 518, 824]
dhoni-p4: ದಕ್ಷಿಣ ಆಫ್ರಿಕಾ ವಿರುದ್ಧದ ಏಕದಿನ ಸರಣಿಗೆ ತಂಡ ಒಟ್ಟುಗೂಡು ತ್ತಿದ್ದಂತೆ ರಾಂಚಿ ಯಲ್ಲಿರುವ ಎಂ. ಎಸ್. ಧೋನಿ ಅವರ ನಿವಾಸಕ್ಕೆ ಭಾರತೀಯ ಕ್ರಿಕೆಟಿಗರ ನಿರಂತರ ಭೇಟಿ ಕಂಡುಬಂದಿದೆ. ಧೋನಿ ಅವರ ಉಪಸ್ಥಿತಿ ತಂಡಕ್ಕೆ ಸ್ಫೂರ್ತಿ ನೀಡಿದ್ದು, ವಿರಾಟ್ ಕೊಹ್ಲಿ ಮತ್ತು ರಿಷಭ್ ಪಂತ್ ಅವರು ಧೋನಿ ಜೊತೆ ಭೋಜನ ಸವಿದರು. ನವೆಂಬರ್ 30 ರಂದು ಜೆಎಸ್‌ಸಿಎ ಅಂತಾರಾಷ್ಟ್ರೀಯ ಕ್ರೀಡಾಂಗಣದಲ್ಲಿ ಮೊದಲ ಪಂದ್ಯ ನಡೆಯಲಿದೆ.	[201, 1533, 350, 1711]
jayanti-p1: ಚಿಕ್ಕನಾಯಕನಹಳ್ಳಿ, ನ. 28– ಜಾತಿ ಜಾತಿಗಳ ನಡುವಿನ ವೈಮನಸ್ಸನ್ನು ದೂರ ಮಾಡಿ ಎಲ್ಲರೂ ಒಂದೇ ಎಂಬ ಭಾವನೆಯನ್ನು ಮೂಡಿಸುವಂತಹ ಈ ಸಮಾಜಕ್ಕೆ ತಮ್ಮನ್ನು ತಾವು ತೊಡಗಿಸಿಕೊಂಡಂತಹ ಮಹನೀಯರ ಜಯಂತಿಯನ್ನು ಒಟ್ಟಿಗೆ ಆಚರಿಸುತ್ತಿರುವುದು ರಾಜ್ಯದಲ್ಲೇ ಮೊದಲು ಎಂದು ಸಿದ್ದಗಂಗಾ ಮಠಾಧ್ಯಕ್ಷರಾದ ಶ್ರೀ ಸಿದ್ದಲಿಂಗ ಸ್ವಾಮೀಜಿ ಹೇಳಿದರು.	[530, 254, 724, 365]
wanted-ad-line: Looking for a Male Candidate From	[1058, 1458, 1302, 1474]
wanted-phone-number[interactable]: 9535216060	[1142, 1569, 1299, 1600]
hotel-name: ಎನ್.ಆರ್.ಮಿಲ್ಟ್ರಿ ಹೋಟೆಲ್	[1053, 1639, 1311, 1672]
women-staff-body-col2	[692, 1190, 844, 1402]
guarantee-body-p-cont: ವಹಿಸಿ ಮಾತನಾಡಿದ ಅವರು, ಕಾಂಗ್ರೆಸ್ ಸರ್ಕಾರ ಎಲ್ಲಾ ವರ್ಗಗಳ ಹಿಂದೆ ಜಾರಿ ಮಾಡಿದ ಗ್ಯಾರಂಟಿ ಯೋಜನೆಯಿಂದಾಗಿ ಜನರ ಜೀವನ ಮಟ್ಟ ಸುಧಾರಿಸಿದೆ. ಎಲ್ಲಾ ಫಲಾನುಭವಿಗಳಿಗೂ ಯೋಜನೆಗಳ ಲಾಭ ತಲುಪಿಸುವಲ್ಲಿ ಅಧಿಕಾರಿಗಳು ಸಹಕರಿಸಬೇಕು. ಶಕ್ತಿ ಯೋಜನೆಯಡಿ 72200 ಅರ್ಹ ಫಲಾನುಭವಿಗಳಿದ್ದು, ಗೃಹಜ್ಯೋತಿ ಯೋಜನೆಯಡಿ 66041 ಮನೆಗಳು ನೋಂದಾಯಿಸಿಕೊಂಡಿವೆ. ಅನ್ನಭಾಗ್ಯ ಯೋಜನೆಯಡಿ 17.02 ಕೋಟಿ ರೂಗಳು ಅನುದಾನ ಜಮೆ ಮಾಡಲಾಗಿದೆ. ಗ್ಯಾರಂಟಿ ಯೋಜನೆಗಳ ಬಗ್ಗೆ ಜನರಲ್ಲಿ ಹೆಚ್ಚಿನ ಅರಿವು ಮೂಡಿಸಬೇಕು ಎಂದರು. ಇದೇ ಸಂದರ್ಭದಲ್ಲಿ ಸಮಿತಿ ಸದಸ್ಯರು ಹಾಗೂ ಅಧಿಕಾರಿಗಳು ಉಪಸ್ಥಿತರಿದ್ದರು.	[285, 346, 518, 507]
ad-contact-phone: ಜಾಹೀರಾತಿಗಾಗಿ ಸಂಪರ್ಕಿಸಿ - 94498 71825	[991, 10, 1187, 25]
edition-city: ಬೆಂಗಳೂರು	[58, 10, 108, 25]
hotel-parcel-text: ಪಾರ್ಸೆಲ್ ದೊರೆಯುತ್ತದೆ ಸಂಪರ್ಕಿಸಿ	[1107, 1957, 1257, 1972]
trust-group-photo	[532, 1458, 1010, 1682]
column-divider	[1016, 1410, 1017, 2022]
guarantee-lead-p2: ಪಟ್ಟಣದ ತಾ. ಪಂ ಸಭಾಂಗಣದಲ್ಲಿ ನಡೆದ ಗ್ಯಾರಂಟಿ ಯೋಜನಾ ಸಮಿತಿ ಸಭೆಯ ಅಧ್ಯಕ್ಷತೆ	[38, 161, 271, 190]
wanted-ad-title: WANTED	[1031, 1417, 1329, 1453]
dhoni-body-text-narrow	[38, 1294, 114, 1414]
masthead-logo	[632, 10, 699, 27]
logo-left-text: ಸಂಜೆ	[631, 9, 658, 26]
wanted-ad	[1030, 1416, 1330, 1608]
dogcenter-body-text	[1020, 762, 1340, 1404]
women-staff-p3: ಕೆಜಿಎಫ್.ನ:28:ರಾಜ್ಯದ ಯಾವುದೇ ಸರ್ಕಾರಿ ಕಚೇರಿಗಳಲ್ಲಿ ಮಹಿಳಾ ನೌಕರರನ್ನು ಸಂಜೆ 6 ಗಂಟೆ ನಂತರ ಕೆಲಸ ಮಾಡಿಸುವಂತಿಲ್ಲ ಎಂಬ ಕಾನೂನು ಇದ್ದರು ಸಹ ನಗರಸಭೆ ಕಚೇರಿಯಲ್ಲಿ ಮಹಿಳಾ ನೌಕರರನ್ನು ರಾತ್ರಿ ವೇಳೆಯಲ್ಲೂ ಕೆಲಸ ಮಾಡಿಸಲಾಗುತ್ತಿದೆ ಎಂದು ಆರೋಪಿಸಲಾಗಿದೆ. ನೌಕರರು ಕೆಲಸ ಮಾಡುತ್ತಿದ್ದಾರೆ. ನಗರಸಭೆಯ ದೃಷ್ಠಿ ಇದ್ದು ಜಿಲ್ಲಾಧಿಕಾರಿಗಳಿಗೆ ಹಾಗೂ ಮಹಿಳಾ ಆಯೋಗಕ್ಕೆ ದೂರು ನೀಡಲಾಗುವುದು. ನಗರಸಭೆಯಲ್ಲಿ ಕಳೆದ 9 ವರ್ಷಗಳಿಂದ ಸೇವೆ ಸಲ್ಲಿಸುತ್ತಿರುವ ಸಿಬ್ಬಂದಿಗೆ ಇದುವರೆಗೂ ವೇತನ ಹೆಚ್ಚಳ ಮಾಡಿಲ್ಲ. 24 ವರ್ಷಗಳಿಂದ ಕೆಲಸ ಮಾಡುತ್ತಿರುವ ಕೃಷ್ಣಮೂರ್ತಿ ಎಂಬವರು ಮಾತನಾಡಿ ಅಧಿಕಾರಿಗಳ ವಿರುದ್ಧ ಆರೋಪ ಮಾಡಿದರು.	[852, 1096, 1010, 1339]
date-divider: |	[434, 10, 438, 26]
page-number: 8	[38, 7, 49, 28]
headline-trust: ಶಿಕ್ಷಣ ಕ್ಷೇತ್ರದಲ್ಲಿ ಬೆಳಕು ಹರಡೋದು ಟ್ರಸ್ಟ್‌ನ ಮುಖ್ಯ ಗುರಿ	[362, 1412, 825, 1442]
whitehouse-body-col2	[612, 816, 674, 1044]
hotel-morning-text: 10 ರಿಂದ ಚಿಕನ್ ಬಿರಿಯಾನಿ, ಮಟನ್ ಬಿರಿಯಾನಿ. ಮತ್ತು ಕಾಲ್‌ಸೂಪ್ ದೊರೆಯುತ್ತದೆ)	[1089, 1733, 1303, 1757]
headline-guarantee-line1: ಸರ್ಕಾರದ ಪಂಚ ಗ್ಯಾರಂಟಿ ತಳಮಟ್ಟಕ್ಕೂ	[70, 33, 486, 73]
headline-dhoni: ಧೋನಿ ನಿವಾಸಕ್ಕೆ ಭೇಟಿ	[113, 1250, 281, 1278]
hotel-lunch-menu	[1031, 1763, 1333, 1827]
teamindia-body-text-wide	[206, 1094, 518, 1248]
jayanti-p8: ಮೂಲಕ ಸಮಾಜದ ಎಲ್ಲ ಜನಾಂಗದವರನ್ನು ಒಂದುಗೂಡಿಸುವ ಧರ್ಮ ಧರ್ಮಗಳನ್ನು ಒಂದುಗೂಡಿಸುವಂತಹ ಕೆಲಸವನ್ನು ಶಾಸಕ ಸಿ.ಬಿ.ಸುರೇಶ್‌ಬಾಬು ಮಾಡುತ್ತಿರುವುದು ಉತ್ತಮ ಕೆಲಸವಾಗಿದೆ ಎಂದರು.	[1146, 336, 1340, 415]
column-divider	[356, 1252, 357, 2022]
dhoni-p3: ರಾಂಚಿ,ನ.28–ದಕ್ಷಿಣ ಆಫ್ರಿಕಾ ವಿರುದ್ಧದ ಏಕದಿನ ಸರಣಿ ಆರಂಭಕ್ಕೆ ಕೇವಲ ಎರಡು ದಿನಗಳು ಮಾತ್ರ ಉಳಿದಿವೆ. ಮೊದಲ ಏಕದಿನ ಪಂದ್ಯಕ್ಕಾಗಿ ಭಾರತದ ಪ್ರಮುಖ ಆಟಗಾರರು ರಾಂಚಿಗೆ ಆಗಮಿಸಿದ್ದಾರೆ. ಟೆಸ್ಟ್ ಸರಣಿಯಲ್ಲಿ ದಕ್ಷಿಣ ಆಫ್ರಿಕಾ ಭಾರತಕ್ಕೆ ಭಾರಿ ಮುಖಭಂಗ ಮಾಡಿದ್ದು, ಈ ಏಕದಿನ ಸರಣಿಯಲ್ಲಿ ತಿರುಗೇಟು ನೀಡಲು ಟೀಂ ಇಂಡಿಯಾ ಸಜ್ಜಾಗಿದೆ. ಮೊದಲ ಏಕದಿನ ಪಂದ್ಯ ನವೆಂಬರ್ 30 ರಂದು ರಾಂಚಿಯಲ್ಲಿ ನಡೆಯಲಿದೆ. ನಾಯಕ ಕೆ.ಎಲ್. ರಾಹುಲ್ ಅವರನ್ನು ನೇಮಿಸಲಾಗಿದ್ದು, ರೋಹಿತ್ ಶರ್ಮಾ ಮತ್ತು ವಿರಾಟ್ ಕೊಹ್ಲಿ ತಂಡದಲ್ಲಿದ್ದಾರೆ.	[38, 1418, 350, 1711]
jayanti-stage-photo	[530, 36, 1340, 210]
hotel-parcel-banner	[1035, 1953, 1329, 2017]
headline-whitehouse: ಶ್ವೇತಭವನದ ಬಳಿ ಗುಂಡಿನ ದಾಳಿ: ಓರ್ವ ಸಾವು	[530, 692, 895, 721]
divider	[530, 686, 1340, 687]
guarantee-lead-text	[38, 110, 518, 214]
trust-body-p3: ತಿಪಟೂರು, ನ. 28– ತಾಲ್ಲೂಕಿನ ಕಸಬಾ ಹೋಬಳಿಯ ಗೌಡನಕಟ್ಟೆಯ ಸರ್ಕಾರಿ ಪ್ರೌಢಶಾಲೆಗೆ ಬೆಂಗಳೂರಿನ ಬೆಳಕು ಚಾರಿಟಬಲ್ ಟ್ರಸ್ಟ್ ವತಿಯಿಂದ ಶಾಲೆಯ ನವೀಕರಣ ಹಾಗೂ ಎಲ್ಲ ಕಟ್ಟಡಗಳಿಗೆ ಬಣ್ಣ ಲೇಪನ ಮಾಡಿ ಅಭಿವೃದ್ಧಿ ಕಾರ್ಯ ಕೈಗೊಳ್ಳಲಾಯಿತು.	[858, 1690, 1010, 1801]
registration-dot	[1286, 2070, 1298, 2088]
column-divider	[524, 36, 525, 1406]
registration-dot	[1325, 2070, 1337, 2088]
dhoni-p2: ದಕ್ಷಿಣ ಆಫ್ರಿಕಾ ವಿರುದ್ಧದ ಏಕದಿನ ಸರಣಿಗೆ ತಂಡ ಒಟ್ಟುಗೂಡು ತ್ತಿದ್ದಂತೆ ರಾಂಚಿ ಯಲ್ಲಿರುವ ಎಂ. ಎಸ್. ಧೋನಿ ಅವರ ನಿವಾಸಕ್ಕೆ ಭಾರತೀಯ ಕ್ರಿಕೆಟಿಗರ ನಿರಂತರ ಭೇಟಿ ಕಂಡುಬಂದಿದೆ. ಧೋನಿ ಅವರ ಉಪಸ್ಥಿತಿ ತಂಡಕ್ಕೆ ಸ್ಫೂರ್ತಿ ನೀಡಿದ್ದು, ವಿರಾಟ್ ಕೊಹ್ಲಿ ಮತ್ತು ರಿಷಭ್ ಪಂತ್ ಅವರು ಧೋನಿ ಜೊತೆ ಭೋಜನ ಸವಿದರು. ನವೆಂಬರ್ 30 ರಂದು ಜೆಎಸ್‌ಸಿಎ ಅಂತಾರಾಷ್ಟ್ರೀಯ ಕ್ರೀಡಾಂಗಣದಲ್ಲಿ ಮೊದಲ ಪಂದ್ಯ ನಡೆಯಲಿದೆ.	[38, 1418, 187, 1595]
registration-dot	[1338, 2070, 1350, 2088]
registration-dot	[1273, 2070, 1285, 2088]
